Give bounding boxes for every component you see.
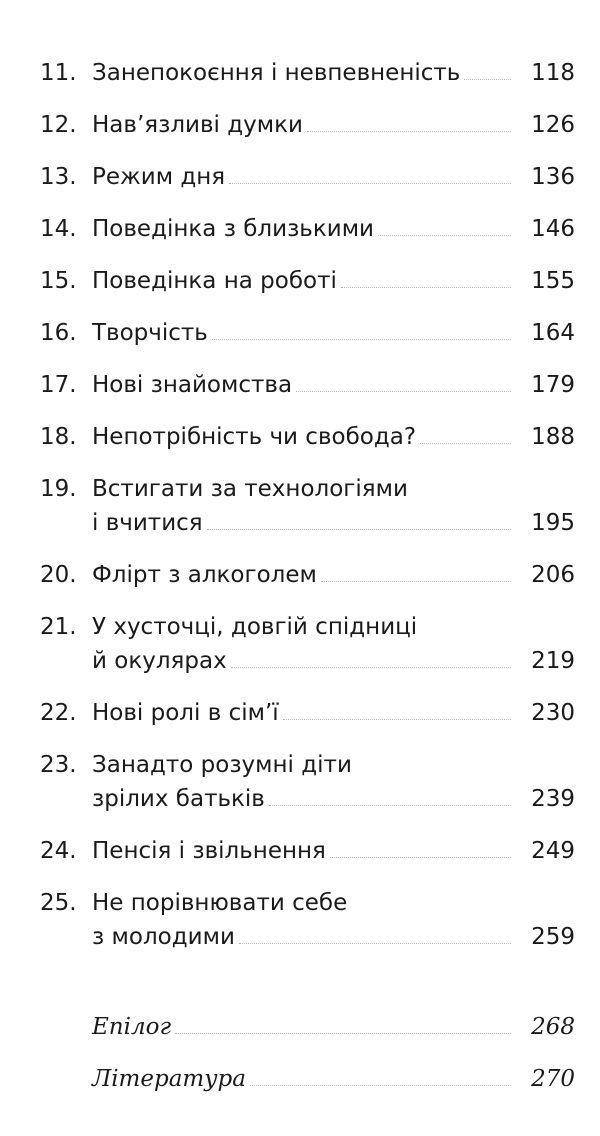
epilogue-title: Епілог	[92, 1014, 172, 1040]
page-number: 188	[531, 424, 575, 450]
page-number: 126	[531, 112, 575, 138]
chapter-title: Непотрібність чи свобода?	[92, 424, 417, 450]
chapter-title: Творчість	[92, 320, 208, 346]
page-number: 270	[531, 1066, 575, 1092]
toc-entry-12[interactable]	[40, 108, 575, 160]
chapter-number: 16.	[40, 320, 77, 346]
dot-leader	[283, 697, 511, 720]
page-number: 155	[531, 268, 575, 294]
toc-entry-22[interactable]	[40, 696, 575, 748]
dot-leader	[250, 1063, 511, 1086]
chapter-title-continued: і вчитися	[92, 510, 203, 536]
toc-entry-17[interactable]	[40, 368, 575, 420]
toc-entry-literature[interactable]	[40, 1062, 575, 1114]
dot-leader	[231, 645, 511, 668]
dot-leader	[341, 265, 511, 288]
toc-entry-19[interactable]	[40, 472, 575, 558]
chapter-title: Режим дня	[92, 164, 226, 190]
toc-entry-25[interactable]	[40, 886, 575, 972]
chapter-title: Поведінка на роботі	[92, 268, 337, 294]
dot-leader	[378, 213, 511, 236]
toc-entry-13[interactable]	[40, 160, 575, 212]
dot-leader	[212, 317, 511, 340]
chapter-number: 13.	[40, 164, 77, 190]
chapter-title-continued: й окулярах	[92, 648, 227, 674]
dot-leader	[175, 1011, 511, 1034]
toc-entry-21[interactable]	[40, 610, 575, 696]
chapter-title: Занепокоєння і невпевненість	[92, 60, 461, 86]
dot-leader	[296, 369, 511, 392]
table-of-contents	[40, 56, 575, 1114]
dot-leader	[239, 921, 511, 944]
page-number: 206	[531, 562, 575, 588]
chapter-title: Флірт з алкоголем	[92, 562, 317, 588]
toc-entry-11[interactable]	[40, 56, 575, 108]
chapter-number: 17.	[40, 372, 77, 398]
toc-entry-16[interactable]	[40, 316, 575, 368]
dot-leader	[229, 161, 511, 184]
chapter-title: У хусточці, довгій спідниці	[92, 614, 418, 640]
chapter-number: 24.	[40, 838, 77, 864]
chapter-title: Нові знайомства	[92, 372, 293, 398]
chapter-title: Пенсія і звільнення	[92, 838, 326, 864]
literature-title: Література	[92, 1066, 246, 1092]
page-number: 259	[531, 924, 575, 950]
page-number: 146	[531, 216, 575, 242]
page-number: 179	[531, 372, 575, 398]
toc-entry-15[interactable]	[40, 264, 575, 316]
chapter-number: 14.	[40, 216, 77, 242]
chapter-number: 21.	[40, 614, 77, 640]
page-number: 219	[531, 648, 575, 674]
dot-leader	[269, 783, 511, 806]
toc-entry-23[interactable]	[40, 748, 575, 834]
page-number: 230	[531, 700, 575, 726]
toc-entry-epilogue[interactable]	[40, 1010, 575, 1062]
page-number: 118	[531, 60, 575, 86]
chapter-title-continued: з молодими	[92, 924, 235, 950]
chapter-number: 15.	[40, 268, 77, 294]
chapter-title: Поведінка з близькими	[92, 216, 374, 242]
dot-leader	[307, 109, 511, 132]
toc-entry-14[interactable]	[40, 212, 575, 264]
chapter-title: Нові ролі в сім’ї	[92, 700, 279, 726]
chapter-number: 20.	[40, 562, 77, 588]
dot-leader	[464, 57, 511, 80]
page-number: 195	[531, 510, 575, 536]
chapter-number: 23.	[40, 752, 77, 778]
page-number: 268	[531, 1014, 575, 1040]
dot-leader	[207, 507, 511, 530]
toc-entry-24[interactable]	[40, 834, 575, 886]
chapter-number: 18.	[40, 424, 77, 450]
chapter-number: 22.	[40, 700, 77, 726]
chapter-title: Занадто розумні діти	[92, 752, 352, 778]
dot-leader	[330, 835, 511, 858]
toc-entry-20[interactable]	[40, 558, 575, 610]
dot-leader	[420, 421, 511, 444]
page-number: 136	[531, 164, 575, 190]
chapter-title: Не порівнювати себе	[92, 890, 348, 916]
page-number: 164	[531, 320, 575, 346]
chapter-title: Нав’язливі думки	[92, 112, 303, 138]
dot-leader	[321, 559, 511, 582]
chapter-number: 19.	[40, 476, 77, 502]
chapter-title-continued: зрілих батьків	[92, 786, 265, 812]
chapter-number: 12.	[40, 112, 77, 138]
section-gap	[40, 972, 575, 1010]
page-number: 249	[531, 838, 575, 864]
chapter-number: 11.	[40, 60, 77, 86]
page-number: 239	[531, 786, 575, 812]
chapter-title: Встигати за технологіями	[92, 476, 408, 502]
chapter-number: 25.	[40, 890, 77, 916]
toc-entry-18[interactable]	[40, 420, 575, 472]
